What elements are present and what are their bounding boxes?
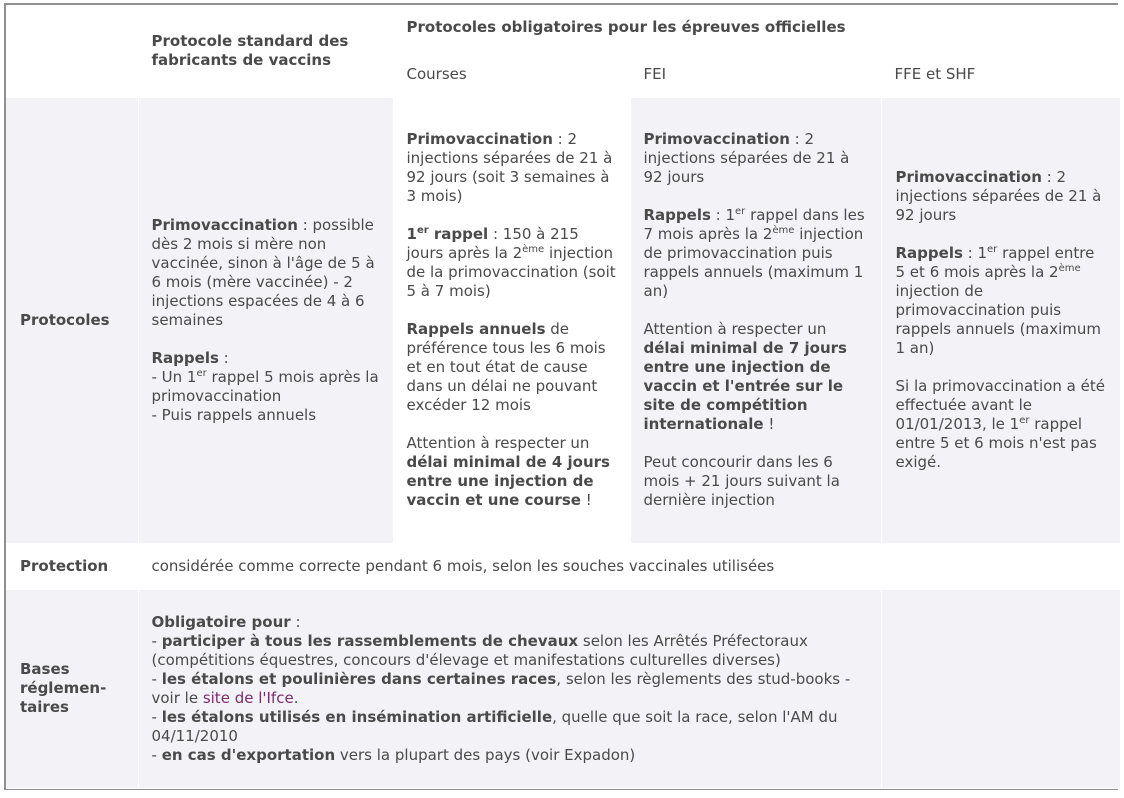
vaccination-table-frame	[4, 3, 1118, 790]
bases-item1-bold: participer à tous les rassemblements de chevaux	[161, 631, 579, 650]
bases-item2-end: .	[293, 688, 299, 707]
fei-att-pre: Attention à respecter un	[643, 320, 827, 338]
ffe-rappels-sup1: er	[987, 244, 998, 255]
cell-protection-empty	[881, 543, 1120, 589]
courses-att-bold: délai minimal de 4 jours entre une injection de vaccin et une course	[406, 453, 610, 509]
fei-rappels-text1: : 1	[710, 206, 736, 224]
bases-item2-text: , selon les règlements des stud-books - voir le	[151, 669, 851, 707]
standard-rappels-label: Rappels	[151, 348, 219, 367]
ffe-note-post: rappel entre 5 et 6 mois n'est pas exigé.	[895, 415, 1097, 471]
cell-fei-protocol	[630, 97, 881, 543]
ffe-note-pre: Si la primovaccination a été effectuée avant le 01/01/2013, le 1	[895, 377, 1105, 433]
header-obligatory: Protocoles obligatoires pour les épreuves officielles	[393, 5, 1120, 51]
fei-primo-text: : 2 injections séparées de 21 à 92 jours	[643, 130, 850, 186]
bases-item3-bold: les étalons utilisés en insémination artificielle	[161, 707, 553, 726]
header-courses: Courses	[393, 51, 630, 97]
row-label-protection: Protection	[6, 543, 138, 589]
bases-item-4	[152, 746, 868, 765]
ffe-primo	[896, 168, 1107, 225]
cell-protection: considérée comme correcte pendant 6 mois, selon les souches vaccinales utilisées	[138, 543, 881, 589]
bases-item4-bold: en cas d'exportation	[161, 745, 336, 764]
courses-r1-num: 1	[406, 225, 417, 243]
fei-attention	[644, 320, 868, 434]
fei-concours: Peut concourir dans les 6 mois + 21 jours suivant la dernière injection	[643, 453, 840, 509]
fei-rappels-sup1: er	[735, 206, 746, 217]
fei-att-post: !	[763, 415, 775, 433]
bases-oblig-suffix: :	[290, 612, 301, 631]
ffe-rappels	[896, 244, 1107, 358]
standard-rappel1-post: rappel 5 mois après la primovaccination	[151, 367, 379, 405]
courses-r1-text: : 150 à 215 jours après la 2	[406, 225, 579, 262]
ffe-rappels-text1: : 1	[962, 244, 988, 262]
courses-rappel-1	[407, 225, 617, 301]
ffe-rappels-sup2: ème	[1058, 263, 1081, 274]
courses-rappels-annuels	[407, 320, 617, 415]
fei-primo-label: Primovaccination	[643, 130, 790, 148]
bases-item4-text: vers la plupart des pays (voir Expadon)	[335, 745, 636, 764]
ffe-primo-text: : 2 injections séparées de 21 à 92 jours	[895, 168, 1102, 224]
courses-attention	[407, 434, 617, 510]
fei-att-bold: délai minimal de 7 jours entre une injection de vaccin et l'entrée sur le site de compétition internationale	[643, 339, 847, 433]
header-standard: Protocole standard des fabricants de vaccins	[138, 5, 393, 97]
standard-rappel1-pre: - Un 1	[151, 367, 197, 386]
bases-oblig-label: Obligatoire pour	[151, 612, 291, 631]
cell-courses-protocol	[393, 97, 630, 543]
bases-item2-bold: les étalons et poulinières dans certaines races	[161, 669, 557, 688]
standard-rappels-suffix: :	[218, 348, 229, 367]
fei-rappels	[644, 206, 868, 301]
bases-item4-dash: -	[151, 745, 162, 764]
ffe-rappels-text3: injection de primovaccination puis rappels annuels (maximum 1 an)	[895, 282, 1102, 357]
bases-item-3	[152, 708, 868, 746]
ffe-rappels-text2: rappel entre 5 et 6 mois après la 2	[895, 244, 1095, 281]
cell-ffe-protocol	[881, 97, 1120, 543]
bases-item-2	[152, 670, 868, 708]
header-empty-cell	[6, 5, 138, 97]
vaccination-table	[6, 5, 1121, 789]
courses-primo-label: Primovaccination	[406, 130, 553, 148]
cell-bases	[138, 589, 881, 788]
ffe-note-sup: er	[1019, 415, 1030, 426]
standard-primo	[152, 216, 380, 330]
courses-primo	[407, 130, 617, 206]
courses-att-post: !	[580, 491, 592, 509]
bases-item3-text: , quelle que soit la race, selon l'AM du 04/11/2010	[151, 707, 838, 745]
standard-primo-label: Primovaccination	[151, 215, 298, 234]
standard-rappel1-sup: er	[196, 367, 207, 379]
ffe-note	[896, 377, 1107, 472]
courses-r1-label: rappel	[428, 225, 489, 243]
header-ffe: FFE et SHF	[881, 51, 1120, 97]
header-fei: FEI	[630, 51, 881, 97]
courses-primo-text: : 2 injections séparées de 21 à 92 jours (soit 3 semaines à 3 mois)	[406, 130, 613, 205]
bases-item-1	[152, 632, 868, 670]
bases-item3-dash: -	[151, 707, 162, 726]
standard-rappel-1	[152, 368, 380, 406]
bases-oblig	[152, 613, 868, 632]
standard-rappels	[152, 349, 380, 368]
cell-standard-protocol	[138, 97, 393, 543]
row-label-protocoles: Protocoles	[6, 97, 138, 543]
fei-rappels-sup2: ème	[772, 225, 795, 236]
courses-r1-sup2: ème	[522, 244, 545, 255]
courses-ra-label: Rappels annuels	[406, 320, 546, 338]
fei-rappels-text2: rappel dans les 7 mois après la 2	[643, 206, 865, 243]
courses-att-pre: Attention à respecter un	[406, 434, 590, 452]
courses-ra-text: de préférence tous les 6 mois et en tout état de cause dans un délai ne pouvant excéder 12 mois	[406, 320, 606, 414]
bases-item1-text: selon les Arrêtés Préfectoraux (compétitions équestres, concours d'élevage et manifestations culturelles diverses)	[151, 631, 808, 669]
courses-r1-text2: injection de la primovaccination (soit 5 à 7 mois)	[406, 244, 616, 300]
fei-rappels-text3: injection de primovaccination puis rappels annuels (maximum 1 an)	[643, 225, 864, 300]
ffe-primo-label: Primovaccination	[895, 168, 1042, 186]
fei-primo	[644, 130, 868, 187]
bases-item2-dash: -	[151, 669, 162, 688]
standard-primo-text: : possible dès 2 mois si mère non vaccinée, sinon à l'âge de 5 à 6 mois (mère vaccinée) - 2 injections espacées de 4 à 6 semaines	[151, 215, 375, 329]
ffe-rappels-label: Rappels	[895, 244, 963, 262]
bases-item1-dash: -	[151, 631, 162, 650]
ifce-site-link[interactable]: site de l'Ifce	[202, 688, 294, 707]
courses-r1-sup: er	[416, 225, 429, 236]
fei-rappels-label: Rappels	[643, 206, 711, 224]
standard-rappel-2: - Puis rappels annuels	[151, 405, 317, 424]
row-label-bases: Bases réglemen-taires	[6, 589, 138, 788]
cell-bases-empty	[881, 589, 1120, 788]
